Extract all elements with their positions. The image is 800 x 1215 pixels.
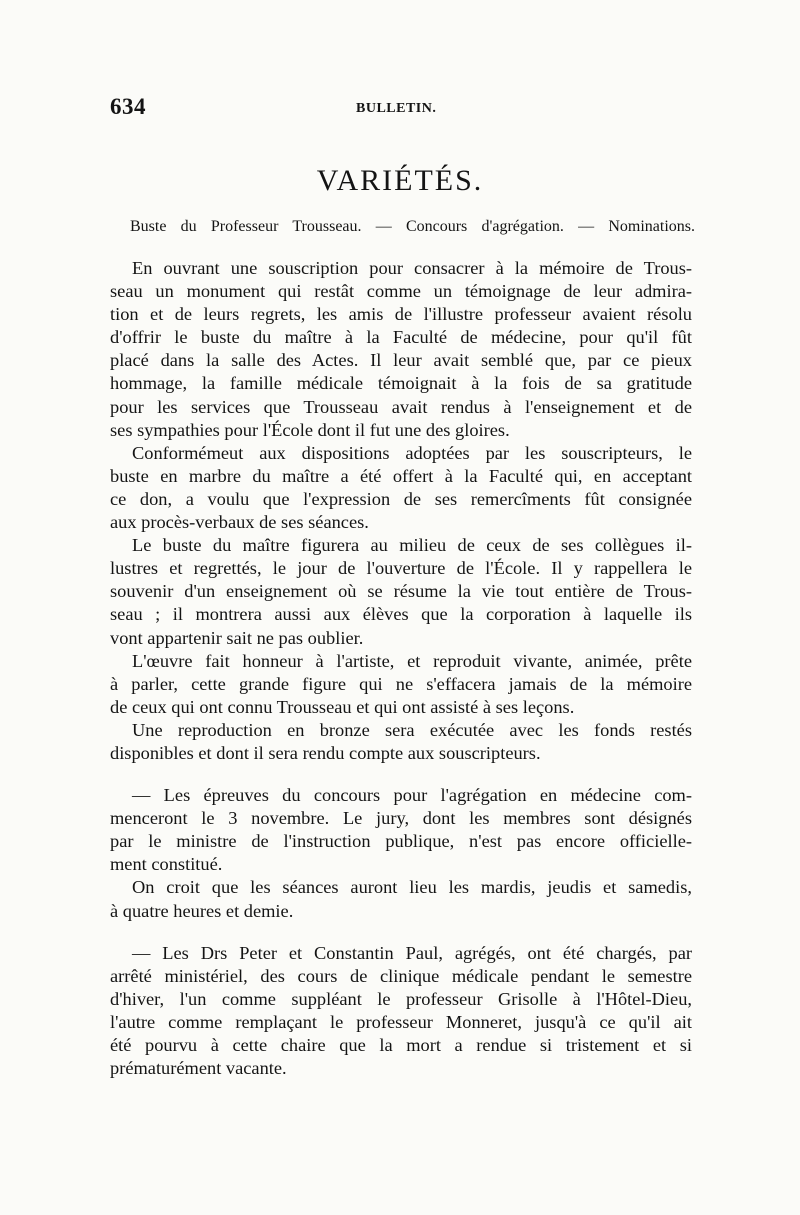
text-line: ment constitué. <box>110 854 223 875</box>
text-line: lustres et regrettés, le jour de l'ouverture de l'École. Il y rappellera le <box>110 558 692 579</box>
text-line: été pourvu à cette chaire que la mort a rendue si tristement et si <box>110 1035 692 1055</box>
text-line: En ouvrant une souscription pour consacrer à la mémoire de Trous- <box>132 258 692 278</box>
text-line: seau un monument qui restât comme un témoignage de leur admira- <box>110 281 692 302</box>
text-line: buste en marbre du maître a été offert à la Faculté qui, en acceptant <box>110 465 692 486</box>
text-line: de ceux qui ont connu Trousseau et qui ont assisté à ses leçons. <box>110 696 575 717</box>
article-body <box>110 257 692 1080</box>
section-gap <box>110 923 692 942</box>
text-line: tion et de leurs regrets, les amis de l'illustre professeur avaient résolu <box>110 304 692 325</box>
page-number: 634 <box>110 94 146 119</box>
text-line: L'œuvre fait honneur à l'artiste, et reproduit vivante, animée, prête <box>132 650 692 671</box>
text-line: à quatre heures et demie. <box>110 900 294 921</box>
text-line: ses sympathies pour l'École dont il fut une des gloires. <box>110 419 510 440</box>
text-line: Conformémeut aux dispositions adoptées par les souscripteurs, le <box>132 442 692 463</box>
text-line: Le buste du maître figurera au milieu de ceux de ses collègues il- <box>132 535 692 556</box>
paragraph <box>110 257 692 442</box>
text-line: pour les services que Trousseau avait rendus à l'enseignement et de <box>110 396 692 417</box>
text-line: ce don, a voulu que l'expression de ses remercîments fût consignée <box>110 488 692 509</box>
paragraph <box>110 534 692 649</box>
paragraph <box>110 442 692 534</box>
section-gap <box>110 765 692 784</box>
text-line: — Les épreuves du concours pour l'agrégation en médecine com- <box>132 785 692 806</box>
text-line: menceront le 3 novembre. Le jury, dont les membres sont désignés <box>110 808 692 829</box>
article-summary: Buste du Professeur Trousseau. — Concours d'agrégation. — Nominations. <box>130 218 695 235</box>
text-line: d'offrir le buste du maître à la Faculté de médecine, pour qu'il fût <box>110 327 692 348</box>
text-line: seau ; il montrera aussi aux élèves que la corporation à laquelle ils <box>110 604 692 625</box>
text-line: souvenir d'un enseignement où se résume la vie tout entière de Trous- <box>110 581 692 602</box>
text-line: à parler, cette grande figure qui ne s'effacera jamais de la mémoire <box>110 673 692 694</box>
text-line: par le ministre de l'instruction publique, n'est pas encore officielle- <box>110 831 692 852</box>
paragraph <box>110 942 692 1081</box>
running-head: BULLETIN. <box>356 101 437 116</box>
text-line: — Les Drs Peter et Constantin Paul, agrégés, ont été chargés, par <box>132 942 692 963</box>
page-header <box>110 94 692 120</box>
text-line: d'hiver, l'un comme suppléant le professeur Grisolle à l'Hôtel-Dieu, <box>110 988 692 1009</box>
text-line: aux procès-verbaux de ses séances. <box>110 512 369 533</box>
text-line: Une reproduction en bronze sera exécutée avec les fonds restés <box>132 719 692 740</box>
text-line: disponibles et dont il sera rendu compte aux souscripteurs. <box>110 742 541 763</box>
text-line: On croit que les séances auront lieu les mardis, jeudis et samedis, <box>132 877 692 898</box>
text-line: arrêté ministériel, des cours de clinique médicale pendant le semestre <box>110 965 692 986</box>
paragraph <box>110 650 692 719</box>
text-line: placé dans la salle des Actes. Il leur avait semblé que, par ce pieux <box>110 350 692 371</box>
text-line: l'autre comme remplaçant le professeur Monneret, jusqu'à ce qu'il ait <box>110 1011 692 1032</box>
text-line: vont appartenir sait ne pas oublier. <box>110 627 364 648</box>
text-line: prématurément vacante. <box>110 1058 287 1079</box>
paragraph <box>110 719 692 765</box>
paragraph <box>110 784 692 876</box>
section-title: VARIÉTÉS. <box>316 164 484 197</box>
paragraph <box>110 876 692 922</box>
text-line: hommage, la famille médicale témoignait à la fois de sa gratitude <box>110 373 692 394</box>
